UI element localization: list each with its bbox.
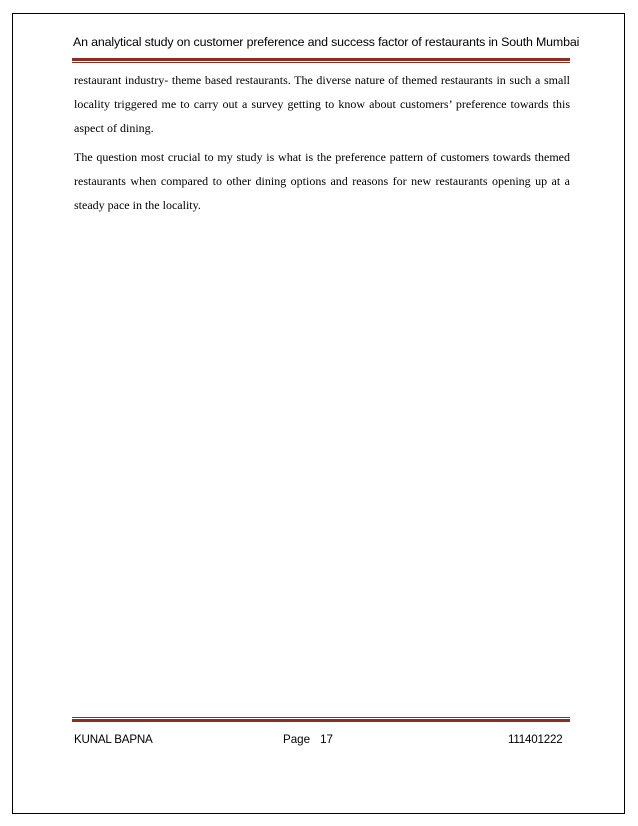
paragraph: The question most crucial to my study is what is the preference pattern of customers towards themed restaurants when compared to other dining options and reasons for new restaurants opening up at a steady pace in the locality.: [74, 150, 570, 212]
footer-student-id: 111401222: [508, 733, 563, 746]
paragraph: restaurant industry- theme based restaurants. The diverse nature of themed restaurants in such a small locality triggered me to carry out a survey getting to know about customers’ preference towards this aspect of dining.: [74, 73, 570, 135]
page-number: 17: [320, 733, 333, 746]
header-rule: [72, 58, 570, 63]
page-label: Page: [283, 733, 311, 746]
running-header: An analytical study on customer preference and success factor of restaurants in South Mumbai: [73, 35, 580, 49]
footer-rule: [72, 717, 570, 722]
footer-page: [283, 733, 333, 746]
body-text: [74, 68, 570, 217]
footer-author: KUNAL BAPNA: [74, 733, 153, 746]
